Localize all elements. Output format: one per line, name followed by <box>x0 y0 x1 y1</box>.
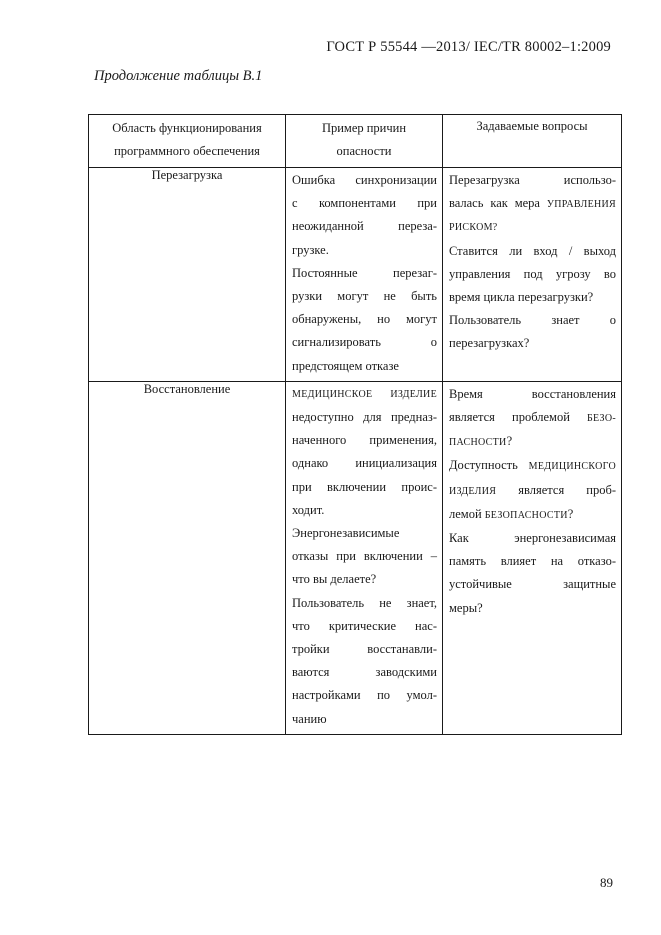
column-header-questions: Задаваемые вопросы <box>443 115 622 168</box>
area-cell: Восстановление <box>89 381 286 734</box>
hazards-cell <box>286 168 443 382</box>
hazard-paragraph: Энергонезависимые отказы при включении – что вы делаете? <box>292 526 437 587</box>
column-header-line: Пример причин <box>321 121 407 135</box>
table-row <box>89 381 622 734</box>
column-header-line: Область функционирования <box>112 121 262 135</box>
standard-header: ГОСТ Р 55544 —2013/ IEC/TR 80002–1:2009 <box>326 39 611 55</box>
hazard-paragraph: Ошибка синхронизации с компонентами при неожиданной переза- грузке. <box>292 173 437 257</box>
question-paragraph: Ставится ли вход / выход управления под угрозу во время цикла перезагрузки? <box>449 243 616 305</box>
table-header-row <box>89 115 622 168</box>
area-cell: Перезагрузка <box>89 168 286 382</box>
hazards-cell <box>286 381 443 734</box>
column-header-line: программного обеспечения <box>114 144 260 158</box>
table-row <box>89 168 622 382</box>
question-paragraph: Перезагрузка использо- валась как мера УПРАВЛЕНИЯ РИСКОМ? <box>449 173 616 234</box>
question-paragraph: Пользователь знает о перезагрузках? <box>449 313 616 351</box>
hazard-paragraph: МЕДИЦИНСКОЕ ИЗДЕЛИЕ недоступно для предназ- наченного применения, однако инициализация при включении проис- ходит. <box>292 388 437 517</box>
table-caption: Продолжение таблицы В.1 <box>94 68 263 84</box>
question-paragraph: Как энергонезависимая память влияет на отказо- устойчивые защитные меры? <box>449 531 616 615</box>
hazard-table <box>88 114 622 735</box>
questions-cell <box>443 381 622 734</box>
hazard-paragraph: Постоянные перезаг- рузки могут не быть обнаружены, но могут сигнализировать о предстоящем отказе <box>292 265 437 373</box>
question-paragraph: Доступность МЕДИЦИНСКОГО ИЗДЕЛИЯ является проб- лемой БЕЗОПАСНОСТИ? <box>449 458 616 521</box>
column-header-line: опасности <box>336 144 392 158</box>
hazard-paragraph: Пользователь не знает, что критические нас- тройки восстанавли- ваются заводскими настройками по умол- чанию <box>292 595 437 726</box>
column-header-area <box>89 115 286 168</box>
questions-cell <box>443 168 622 382</box>
column-header-hazards <box>286 115 443 168</box>
page-number: 89 <box>600 875 613 890</box>
question-paragraph: Время восстановления является проблемой БЕЗО- ПАСНОСТИ? <box>449 386 617 449</box>
